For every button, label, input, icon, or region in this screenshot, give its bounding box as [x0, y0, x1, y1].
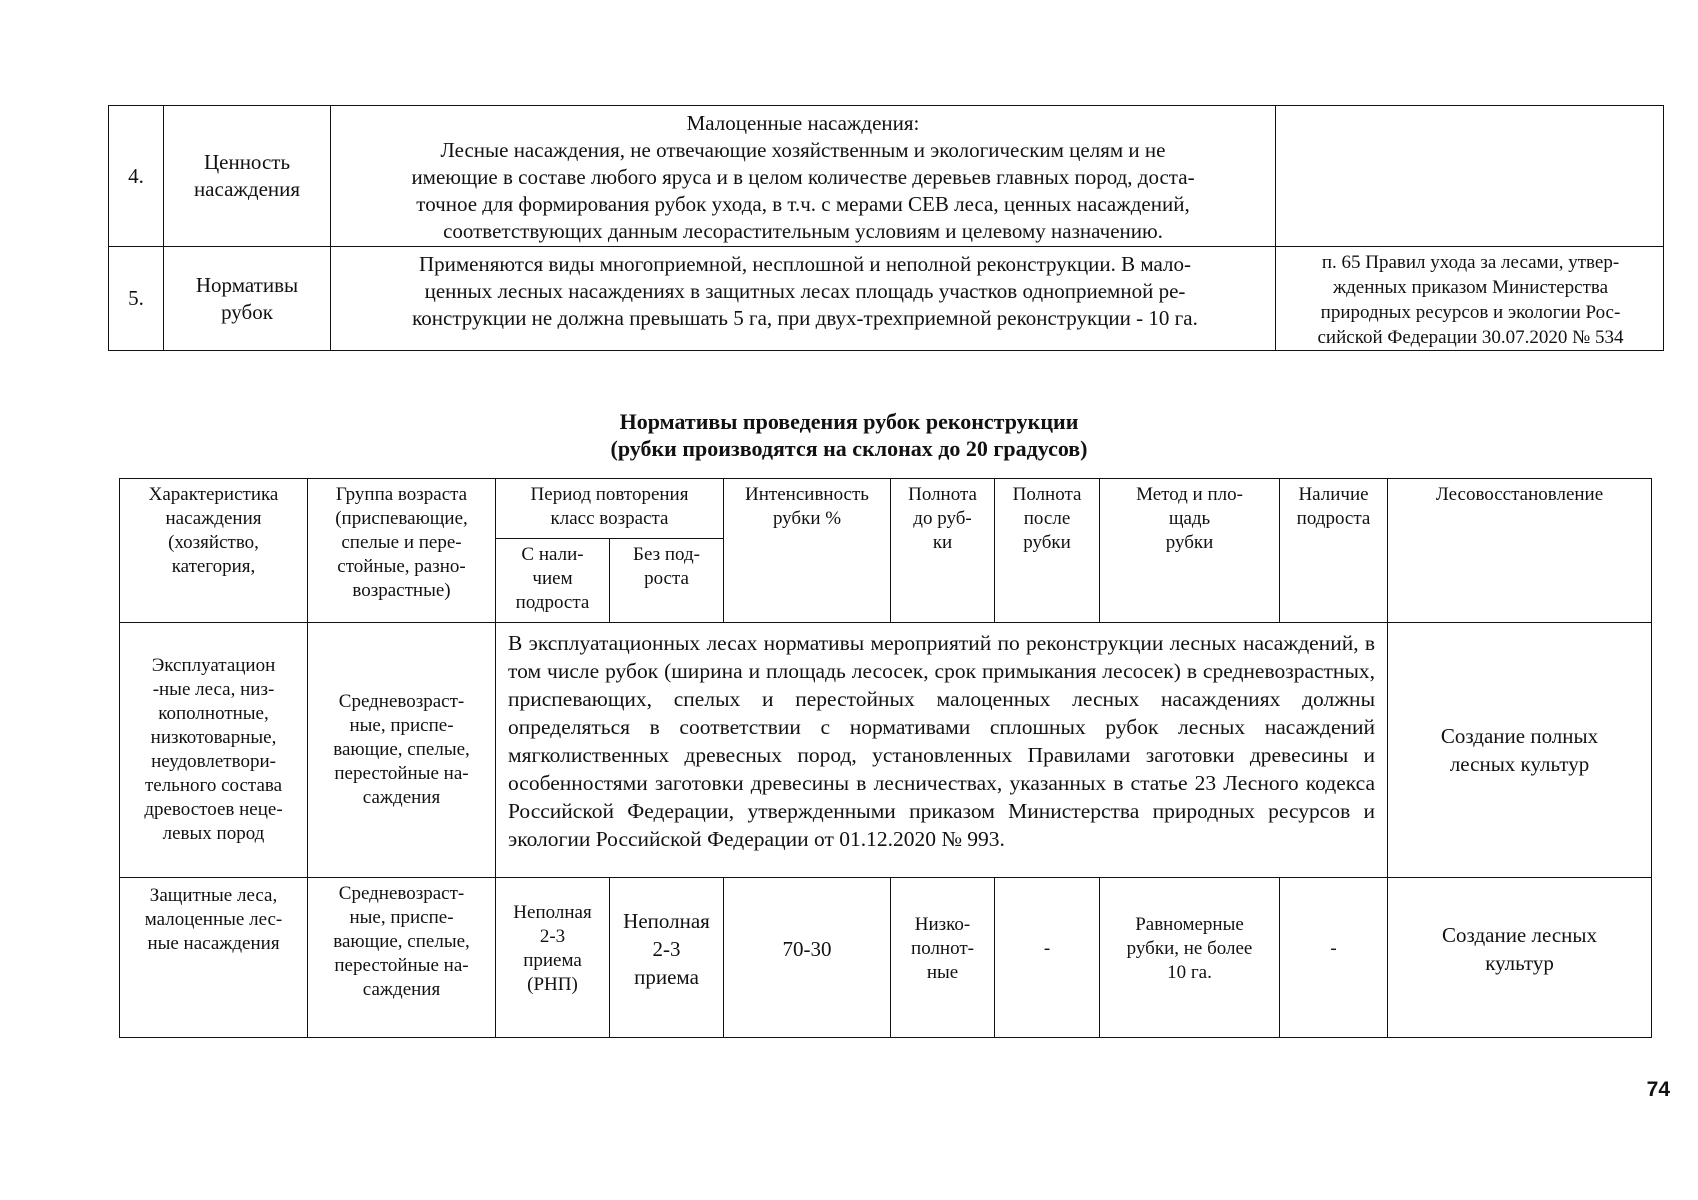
table-row: [109, 106, 1664, 247]
reference-line: природных ресурсов и экологии Рос-: [1320, 302, 1621, 323]
description-line: конструкции не должна превышать 5 га, при двух-трехприемной реконструкции - 10 га.: [412, 306, 1198, 330]
header-characteristic: [120, 479, 308, 623]
cell-line: перестойные на-: [334, 763, 469, 784]
header-undergrowth: [1280, 479, 1388, 623]
cell-line: Равномерные: [1135, 913, 1244, 935]
header-density-after: [995, 479, 1100, 623]
cell-line: приема: [523, 949, 582, 971]
row-description: [331, 106, 1276, 247]
table-forest-value-norms: [108, 105, 1664, 351]
header-line: класс возраста: [550, 508, 669, 529]
reference-line: сийской Федерации 30.07.2020 № 534: [1317, 327, 1624, 348]
header-line: после: [1023, 508, 1071, 529]
description-line: ценных лесных насаждениях в защитных лесах площадь участков одноприемной ре-: [424, 279, 1186, 303]
cell-period-without-undergrowth: [610, 878, 724, 1038]
header-line: Полнота: [1012, 484, 1082, 505]
cell-line: ные насаждения: [147, 933, 280, 954]
header-intensity: [724, 479, 891, 623]
header-line: чием: [532, 568, 573, 589]
header-line: Полнота: [908, 484, 977, 505]
cell-density-after: -: [995, 878, 1100, 1038]
heading-line-1: Нормативы проведения рубок реконструкции: [619, 409, 1079, 434]
header-line: Интенсивность: [745, 484, 869, 505]
header-line: рубки %: [772, 508, 842, 529]
cell-line: рубки, не более: [1126, 937, 1253, 959]
cell-line: полнот-: [911, 937, 974, 959]
cell-line: малоценные лес-: [144, 909, 283, 930]
cell-line: саждения: [362, 979, 441, 1000]
cell-reforestation: [1388, 623, 1652, 878]
header-line: щадь: [1168, 508, 1211, 529]
header-line: Период повторения: [530, 484, 689, 505]
cell-period-with-undergrowth: [496, 878, 610, 1038]
header-line: Группа возраста: [335, 484, 468, 505]
cell-line: приема: [634, 964, 699, 989]
cell-characteristic: [120, 878, 308, 1038]
table-row: [109, 247, 1664, 351]
header-density-before: [891, 479, 995, 623]
header-line: подроста: [1296, 508, 1371, 529]
cell-line: вающие, спелые,: [333, 931, 470, 952]
header-line: категория,: [171, 556, 256, 577]
cell-line: Неполная: [513, 901, 592, 923]
cell-line: Средневозраст-: [338, 883, 465, 904]
label-line: Ценность: [203, 150, 291, 174]
header-line: Без под-: [633, 544, 700, 565]
cell-line: ные, приспе-: [349, 907, 454, 928]
cell-line: лесных культур: [1449, 752, 1590, 776]
header-line: возрастные): [352, 580, 451, 601]
header-line: С нали-: [521, 544, 584, 565]
cell-line: Низко-: [914, 913, 971, 935]
cell-line: ные: [926, 961, 959, 983]
header-line: Наличие: [1298, 484, 1369, 505]
row-number: 5.: [109, 247, 164, 351]
header-line: Характеристика: [148, 484, 279, 505]
row-label: [164, 247, 331, 351]
cell-line: -ные леса, низ-: [152, 679, 275, 700]
cell-line: (РНП): [527, 973, 578, 995]
cell-characteristic: [120, 623, 308, 878]
table-row: [120, 878, 1652, 1038]
cell-line: Создание полных: [1440, 724, 1599, 748]
header-period-without-undergrowth: [610, 539, 724, 623]
page-number: 74: [1646, 1078, 1670, 1101]
cell-line: кополнотные,: [158, 703, 269, 724]
row-reference: [1276, 106, 1664, 247]
description-title: Малоценные насаждения:: [686, 111, 920, 135]
row-reference: [1276, 247, 1664, 351]
header-line: рубки: [1165, 532, 1214, 553]
heading-line-2: (рубки производятся на склонах до 20 градусов): [610, 436, 1088, 461]
cell-line: 2-3: [539, 925, 566, 947]
cell-line: Неполная: [623, 908, 710, 933]
header-line: стойные, разно-: [337, 556, 466, 577]
header-line: подроста: [515, 592, 590, 613]
header-line: до руб-: [913, 508, 972, 529]
description-line: соответствующих данным лесорастительным условиям и целевому назначению.: [443, 219, 1163, 243]
cell-age-group: [308, 878, 496, 1038]
cell-line: 10 га.: [1167, 961, 1212, 983]
cell-line: Эксплуатацион: [151, 655, 276, 676]
cell-method: [1100, 878, 1280, 1038]
description-line: точное для формирования рубок ухода, в т.ч. с мерами СЕВ леса, ценных насаждений,: [416, 192, 1190, 216]
header-method: [1100, 479, 1280, 623]
cell-reforestation: [1388, 878, 1652, 1038]
label-line: рубок: [221, 299, 273, 324]
cell-line: культур: [1485, 950, 1554, 975]
header-period-with-undergrowth: [496, 539, 610, 623]
description-line: Лесные насаждения, не отвечающие хозяйственным и экологическим целям и не: [440, 138, 1166, 162]
row-label: [164, 106, 331, 247]
cell-line: Средневозраст-: [338, 691, 465, 712]
cell-age-group: [308, 623, 496, 878]
cell-intensity: 70-30: [724, 878, 891, 1038]
cell-line: тельного состава: [144, 775, 283, 796]
cell-density-before: [891, 878, 995, 1038]
description-line: Применяются виды многоприемной, несплошной и неполной реконструкции. В мало-: [418, 252, 1192, 276]
header-line: рубки: [1023, 532, 1071, 553]
label-line: насаждения: [193, 177, 301, 201]
cell-line: 2-3: [652, 936, 681, 961]
cell-undergrowth: -: [1280, 878, 1388, 1038]
reference-line: жденных приказом Министерства: [1332, 277, 1609, 298]
header-line: Лесовосстановление: [1435, 484, 1604, 505]
header-line: ки: [932, 532, 953, 553]
cell-line: ные, приспе-: [349, 715, 454, 736]
reference-line: п. 65 Правил ухода за лесами, утвер-: [1321, 252, 1620, 273]
label-line: Нормативы: [195, 272, 299, 297]
table-row: [120, 623, 1652, 878]
row-number: 4.: [109, 106, 164, 247]
cell-line: Защитные леса,: [149, 885, 278, 906]
row-description: [331, 247, 1276, 351]
cell-line: низкотоварные,: [150, 727, 277, 748]
cell-line: левых пород: [162, 823, 265, 844]
cell-line: перестойные на-: [334, 955, 469, 976]
cell-line: Создание лесных: [1442, 922, 1597, 947]
section-heading: [0, 408, 1698, 462]
cell-line: вающие, спелые,: [333, 739, 470, 760]
cell-line: древостоев неце-: [144, 799, 283, 820]
header-age-group: [308, 479, 496, 623]
header-period: [496, 479, 724, 539]
cell-line: саждения: [362, 787, 441, 808]
header-line: (приспевающие,: [335, 508, 468, 529]
cell-exploitation-norms-text: В эксплуатационных лесах нормативы мероприятий по реконструкции лесных насаждений, в том числе рубок (ширина и площадь лесосек, срок примыкания лесосек) в средневозрастных, приспевающих, спелых и перестойных малоценных лесных насаждениях должны определяться в соответствии с нормативами сплошных рубок лесных насаждений мягколиственных древесных пород, установленных Правилами заготовки древесины и особенностями заготовки древесины в лесничествах, указанных в статье 23 Лесного кодекса Российской Федерации, утвержденными приказом Министерства природных ресурсов и экологии Российской Федерации от 01.12.2020 № 993.: [496, 623, 1388, 878]
header-line: (хозяйство,: [168, 532, 259, 553]
header-line: роста: [644, 568, 689, 589]
description-line: имеющие в составе любого яруса и в целом количестве деревьев главных пород, доста-: [411, 165, 1195, 189]
header-line: Метод и пло-: [1136, 484, 1243, 505]
table-reconstruction-norms: [119, 478, 1652, 1038]
header-line: насаждения: [165, 508, 262, 529]
cell-line: неудовлетвори-: [151, 751, 276, 772]
header-reforestation: [1388, 479, 1652, 623]
header-line: спелые и пере-: [341, 532, 462, 553]
header-row: [120, 479, 1652, 539]
